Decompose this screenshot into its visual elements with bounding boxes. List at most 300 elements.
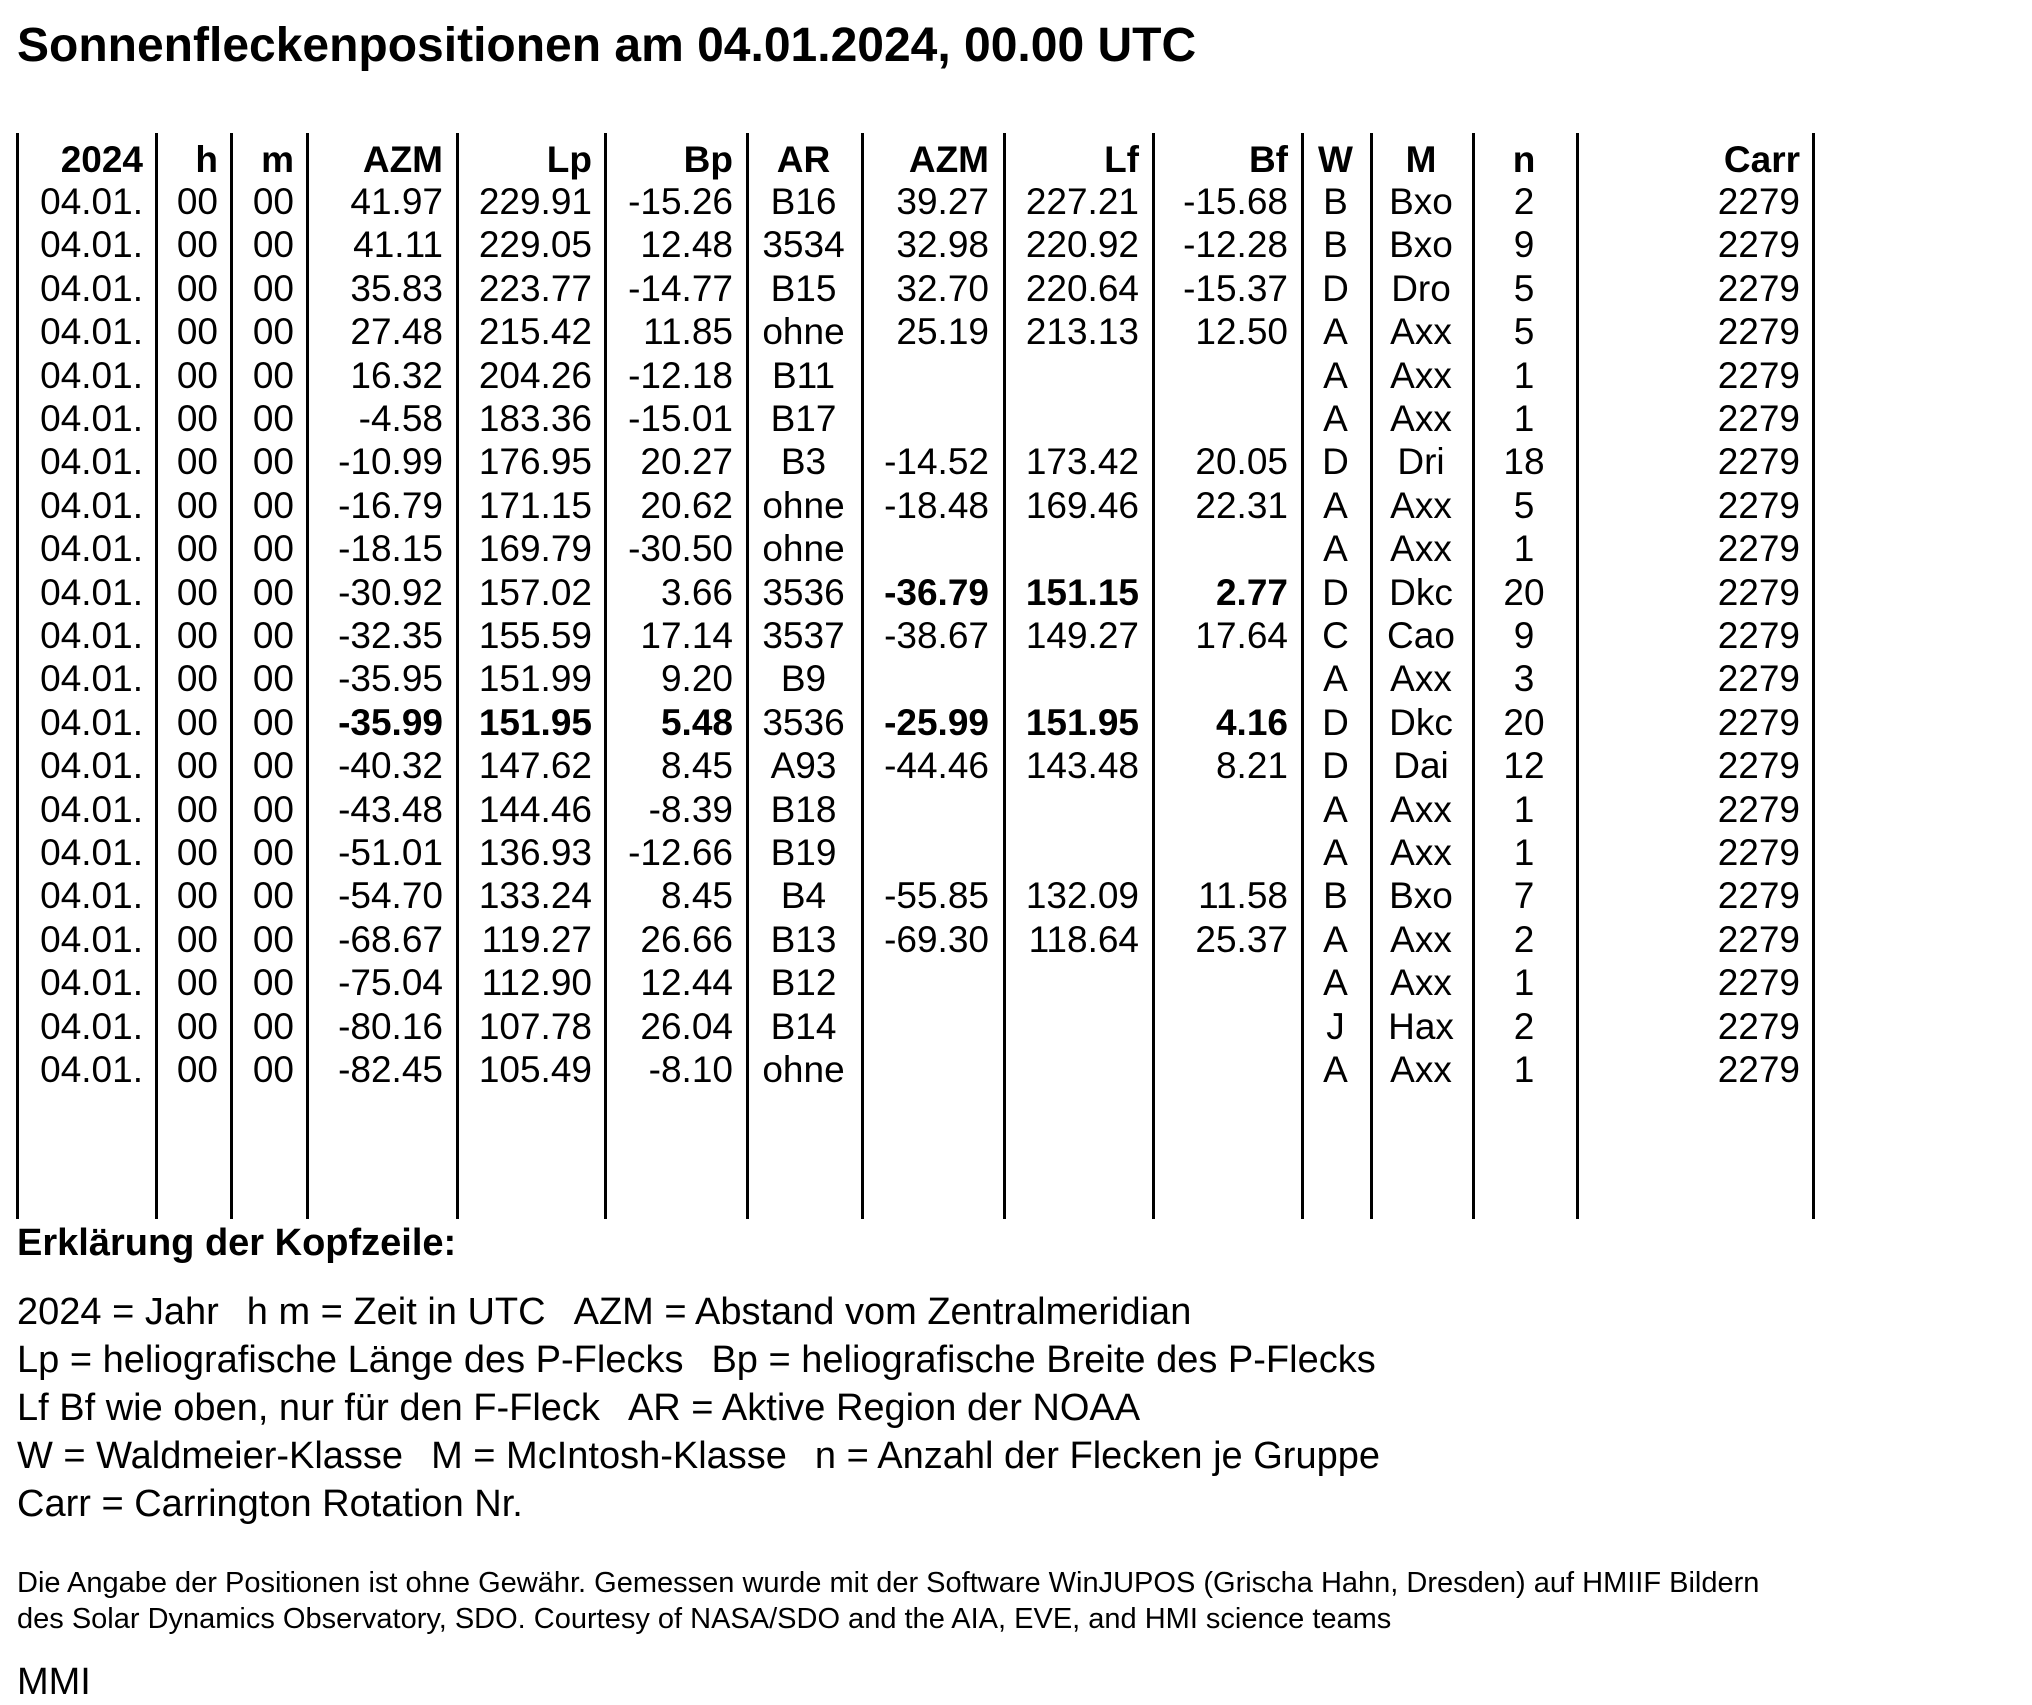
column-header: Bp [683, 139, 733, 180]
table-cell: B9 [780, 658, 827, 699]
table-cell: 00 [252, 268, 294, 309]
table-cell: 2279 [1717, 1006, 1800, 1047]
table-cell: -15.68 [1183, 181, 1288, 222]
table-cell [1003, 354, 1139, 397]
table-cell: 00 [176, 268, 218, 309]
table-cell: 12.48 [640, 224, 733, 265]
table-cell: 00 [252, 875, 294, 916]
table-cell: 1 [1513, 528, 1535, 569]
table-cell: -14.77 [628, 268, 733, 309]
table-cell [1152, 397, 1288, 440]
legend-entry: M = McIntosh-Klasse [431, 1435, 787, 1477]
legend-entry: Bp = heliografische Breite des P-Flecks [711, 1339, 1376, 1381]
legend-entry: 2024 = Jahr [17, 1291, 219, 1333]
table-cell: Dkc [1389, 572, 1453, 613]
table-cell: -4.58 [358, 398, 443, 439]
table-cell: Axx [1390, 355, 1452, 396]
table-cell: 00 [252, 615, 294, 656]
table-cell: A93 [770, 745, 837, 786]
table-cell: 2279 [1717, 832, 1800, 873]
table-cell: -15.01 [628, 398, 733, 439]
table-cell: 2 [1513, 919, 1535, 960]
table-cell: 1 [1513, 355, 1535, 396]
table-cell: Axx [1390, 789, 1452, 830]
table-cell [1003, 961, 1139, 1004]
table-cell: 3537 [762, 615, 845, 656]
table-cell: 12 [1503, 745, 1545, 786]
table-cell: 04.01. [40, 789, 143, 830]
table-cell: Axx [1390, 658, 1452, 699]
table-cell: 00 [176, 572, 218, 613]
table-cell: -25.99 [884, 702, 989, 743]
table-cell: 213.13 [1025, 311, 1139, 352]
table-cell: 00 [252, 528, 294, 569]
table-cell: 04.01. [40, 224, 143, 265]
table-cell: 00 [176, 658, 218, 699]
table-cell: 5 [1513, 485, 1535, 526]
legend-line [17, 1338, 1404, 1382]
table-cell: Hax [1388, 1006, 1454, 1047]
table-cell: D [1322, 441, 1349, 482]
table-cell: 00 [176, 355, 218, 396]
table-cell: D [1322, 572, 1349, 613]
table-cell [1003, 831, 1139, 874]
table-cell: 00 [176, 311, 218, 352]
column-header: AR [776, 139, 831, 180]
legend-line [17, 1386, 1168, 1430]
table-cell: 26.66 [640, 919, 733, 960]
table-cell: J [1326, 1006, 1345, 1047]
table-cell: -32.35 [338, 615, 443, 656]
table-cell: 04.01. [40, 355, 143, 396]
table-cell: ohne [762, 1049, 845, 1090]
table-cell [1003, 527, 1139, 570]
table-cell: 8.45 [660, 745, 733, 786]
table-cell: 04.01. [40, 1049, 143, 1090]
table-cell: 04.01. [40, 1006, 143, 1047]
table-cell: 04.01. [40, 832, 143, 873]
table-cell: 2279 [1717, 398, 1800, 439]
column-header: 2024 [60, 139, 143, 180]
table-cell: C [1322, 615, 1349, 656]
table-cell: 132.09 [1025, 875, 1139, 916]
table-cell: 136.93 [478, 832, 592, 873]
table-cell: 147.62 [478, 745, 592, 786]
table-cell: Axx [1390, 485, 1452, 526]
table-cell: -12.18 [628, 355, 733, 396]
legend-entry: W = Waldmeier-Klasse [17, 1435, 404, 1477]
table-cell: 25.19 [896, 311, 989, 352]
table-cell: 00 [252, 962, 294, 1003]
table-cell: A [1323, 1049, 1348, 1090]
table-cell: -44.46 [884, 745, 989, 786]
column-header: AZM [362, 139, 443, 180]
table-cell: -10.99 [338, 441, 443, 482]
table-cell: 9.20 [660, 658, 733, 699]
table-cell: 04.01. [40, 398, 143, 439]
table-cell: 133.24 [478, 875, 592, 916]
legend-entry: h m = Zeit in UTC [246, 1291, 546, 1333]
table-cell: A [1323, 398, 1348, 439]
table-cell: -55.85 [884, 875, 989, 916]
table-cell: -80.16 [338, 1006, 443, 1047]
table-cell: 00 [252, 1006, 294, 1047]
table-cell: 9 [1513, 615, 1535, 656]
table-cell [1003, 397, 1139, 440]
column-divider [1812, 133, 1815, 1219]
table-cell: 20.05 [1195, 441, 1288, 482]
table-cell: A [1323, 919, 1348, 960]
table-cell: 04.01. [40, 919, 143, 960]
table-cell [1003, 657, 1139, 700]
table-cell: 00 [252, 832, 294, 873]
table-cell: 04.01. [40, 745, 143, 786]
table-cell: 00 [176, 1006, 218, 1047]
table-cell: 2279 [1717, 702, 1800, 743]
table-cell: 00 [176, 1049, 218, 1090]
table-cell: 1 [1513, 962, 1535, 1003]
table-cell: B17 [770, 398, 837, 439]
table-cell: 04.01. [40, 485, 143, 526]
legend-entry: Lf Bf wie oben, nur für den F-Fleck [17, 1387, 600, 1429]
table-cell: Axx [1390, 311, 1452, 352]
table-cell: 18 [1503, 441, 1545, 482]
table-cell: 00 [252, 311, 294, 352]
table-cell [1003, 1005, 1139, 1048]
table-cell: 229.91 [478, 181, 592, 222]
table-cell: 00 [176, 485, 218, 526]
table-cell: A [1323, 789, 1348, 830]
table-cell: 3 [1513, 658, 1535, 699]
table-cell: 04.01. [40, 875, 143, 916]
table-cell [861, 831, 989, 874]
table-cell [1152, 961, 1288, 1004]
table-cell: Axx [1390, 919, 1452, 960]
table-cell: 143.48 [1025, 745, 1139, 786]
table-cell: 1 [1513, 832, 1535, 873]
table-cell: 00 [252, 485, 294, 526]
table-cell: 3536 [762, 702, 845, 743]
table-cell: Axx [1390, 398, 1452, 439]
table-cell: 00 [176, 832, 218, 873]
table-cell: 2279 [1717, 919, 1800, 960]
table-cell: 00 [252, 181, 294, 222]
table-cell: 04.01. [40, 181, 143, 222]
table-cell: B13 [770, 919, 837, 960]
table-cell: 17.64 [1195, 615, 1288, 656]
table-cell: -15.26 [628, 181, 733, 222]
table-cell: -12.28 [1183, 224, 1288, 265]
table-cell: 229.05 [478, 224, 592, 265]
table-cell: Bxo [1389, 181, 1453, 222]
table-cell: -69.30 [884, 919, 989, 960]
table-cell: 00 [252, 658, 294, 699]
table-cell: 00 [252, 224, 294, 265]
table-cell: 2279 [1717, 962, 1800, 1003]
table-cell [861, 354, 989, 397]
disclaimer-line-1: Die Angabe der Positionen ist ohne Gewähr. Gemessen wurde mit der Software WinJUPOS (Grischa Hahn, Dresden) auf HMIIF Bildern [17, 1567, 1760, 1599]
column-header: Lf [1104, 139, 1139, 180]
table-cell: 149.27 [1025, 615, 1139, 656]
table-cell: 151.15 [1025, 572, 1139, 613]
table-cell: 00 [176, 919, 218, 960]
table-cell: -16.79 [338, 485, 443, 526]
table-cell: 107.78 [478, 1006, 592, 1047]
table-cell: 00 [176, 745, 218, 786]
table-cell: 00 [252, 355, 294, 396]
table-cell: 119.27 [481, 919, 592, 960]
table-cell: 3534 [762, 224, 845, 265]
table-cell: 223.77 [478, 268, 592, 309]
table-cell: Dkc [1389, 702, 1453, 743]
table-cell: 00 [252, 572, 294, 613]
table-cell: 2279 [1717, 355, 1800, 396]
legend-entry: AR = Aktive Region der NOAA [627, 1387, 1141, 1429]
table-cell: 7 [1513, 875, 1535, 916]
table-cell: -30.92 [338, 572, 443, 613]
table-cell: 04.01. [40, 615, 143, 656]
table-cell: 220.92 [1025, 224, 1139, 265]
table-cell: 00 [176, 441, 218, 482]
table-cell: 35.83 [350, 268, 443, 309]
table-cell [861, 788, 989, 831]
table-cell: 227.21 [1025, 181, 1139, 222]
table-cell: 00 [176, 398, 218, 439]
table-cell: 151.95 [1025, 702, 1139, 743]
table-cell: Dro [1391, 268, 1451, 309]
table-cell [1152, 354, 1288, 397]
table-cell: ohne [762, 311, 845, 352]
table-cell: 2279 [1717, 441, 1800, 482]
table-cell: 12.50 [1195, 311, 1288, 352]
table-cell: B [1323, 875, 1348, 916]
table-cell: 04.01. [40, 962, 143, 1003]
table-cell: -18.48 [884, 485, 989, 526]
table-cell: 2279 [1717, 268, 1800, 309]
table-cell: 41.11 [353, 224, 443, 265]
table-cell: B16 [770, 181, 837, 222]
table-cell: B [1323, 181, 1348, 222]
table-cell: -82.45 [338, 1049, 443, 1090]
table-cell: 20 [1503, 572, 1545, 613]
table-cell [861, 397, 989, 440]
table-cell: 169.79 [478, 528, 592, 569]
table-cell: 00 [176, 702, 218, 743]
table-cell: 171.15 [478, 485, 592, 526]
table-cell: Bxo [1389, 875, 1453, 916]
table-cell: -18.15 [338, 528, 443, 569]
table-cell: 2279 [1717, 875, 1800, 916]
table-cell [1152, 527, 1288, 570]
table-cell: 16.32 [350, 355, 443, 396]
table-cell [1152, 788, 1288, 831]
table-cell: 2279 [1717, 1049, 1800, 1090]
table-cell: 20.62 [640, 485, 733, 526]
signature: MMI [17, 1661, 91, 1703]
table-cell: 2 [1513, 181, 1535, 222]
table-cell: -8.39 [648, 789, 733, 830]
table-cell [1152, 657, 1288, 700]
table-cell: 118.64 [1028, 919, 1139, 960]
table-cell: B4 [780, 875, 827, 916]
legend-line [17, 1482, 551, 1526]
table-cell: 215.42 [478, 311, 592, 352]
table-cell: Dai [1393, 745, 1449, 786]
table-cell: Dri [1397, 441, 1445, 482]
table-cell: 39.27 [896, 181, 989, 222]
legend-title: Erklärung der Kopfzeile: [17, 1222, 457, 1264]
table-cell: 1 [1513, 1049, 1535, 1090]
table-cell: 151.95 [478, 702, 592, 743]
column-header: m [261, 139, 294, 180]
table-cell: 00 [252, 1049, 294, 1090]
table-cell: 2279 [1717, 572, 1800, 613]
table-cell: B12 [770, 962, 837, 1003]
legend-entry: n = Anzahl der Flecken je Gruppe [814, 1435, 1380, 1477]
table-cell: -40.32 [338, 745, 443, 786]
table-cell: B18 [770, 789, 837, 830]
table-cell: -35.99 [338, 702, 443, 743]
legend-entry: Carr = Carrington Rotation Nr. [17, 1483, 523, 1525]
table-cell: -36.79 [884, 572, 989, 613]
table-cell: 9 [1513, 224, 1535, 265]
table-cell: 144.46 [478, 789, 592, 830]
table-cell: 00 [176, 875, 218, 916]
table-cell: 2279 [1717, 528, 1800, 569]
table-cell: 220.64 [1025, 268, 1139, 309]
table-cell: B14 [770, 1006, 837, 1047]
table-cell: 27.48 [350, 311, 443, 352]
table-cell: 00 [252, 702, 294, 743]
table-cell: A [1323, 485, 1348, 526]
table-cell [861, 1048, 989, 1091]
table-cell: 00 [252, 398, 294, 439]
table-cell: Axx [1390, 962, 1452, 1003]
table-cell [861, 657, 989, 700]
table-cell: 5 [1513, 268, 1535, 309]
table-cell: 5 [1513, 311, 1535, 352]
table-cell: 22.31 [1195, 485, 1288, 526]
table-cell: 3536 [762, 572, 845, 613]
table-cell: 3.66 [660, 572, 733, 613]
sunspot-table [0, 133, 2032, 1219]
table-cell: 112.90 [481, 962, 592, 1003]
column-header: n [1512, 139, 1536, 180]
table-cell: ohne [762, 485, 845, 526]
table-cell: 155.59 [478, 615, 592, 656]
table-cell: 173.42 [1025, 441, 1139, 482]
table-cell: 2279 [1717, 181, 1800, 222]
table-cell: A [1323, 962, 1348, 1003]
table-cell: -68.67 [338, 919, 443, 960]
table-cell: 04.01. [40, 441, 143, 482]
table-cell: 8.45 [660, 875, 733, 916]
column-header: AZM [908, 139, 989, 180]
table-cell: B11 [771, 355, 836, 396]
table-cell: 00 [176, 962, 218, 1003]
table-cell: 204.26 [478, 355, 592, 396]
table-cell: 04.01. [40, 572, 143, 613]
table-cell: -43.48 [338, 789, 443, 830]
table-cell: -8.10 [648, 1049, 733, 1090]
table-cell [1152, 831, 1288, 874]
table-cell: -54.70 [338, 875, 443, 916]
table-cell: 04.01. [40, 268, 143, 309]
table-cell: 2 [1513, 1006, 1535, 1047]
table-cell: A [1323, 355, 1348, 396]
table-cell: -12.66 [628, 832, 733, 873]
table-cell: 11.58 [1198, 875, 1288, 916]
table-cell: 2279 [1717, 224, 1800, 265]
table-cell: 2279 [1717, 658, 1800, 699]
table-cell: A [1323, 528, 1348, 569]
table-cell: 105.49 [478, 1049, 592, 1090]
table-cell: 2.77 [1215, 572, 1288, 613]
table-cell: 00 [252, 789, 294, 830]
table-cell: 2279 [1717, 311, 1800, 352]
column-header: Lp [546, 139, 592, 180]
table-cell: 169.46 [1025, 485, 1139, 526]
table-cell: 2279 [1717, 485, 1800, 526]
table-cell: D [1322, 745, 1349, 786]
table-cell [1003, 788, 1139, 831]
table-cell: B [1323, 224, 1348, 265]
disclaimer-line-2: des Solar Dynamics Observatory, SDO. Courtesy of NASA/SDO and the AIA, EVE, and HMI science teams [17, 1603, 1392, 1635]
table-cell: -38.67 [884, 615, 989, 656]
table-cell: 04.01. [40, 528, 143, 569]
table-cell: 1 [1513, 398, 1535, 439]
table-cell: 1 [1513, 789, 1535, 830]
table-cell: 00 [252, 441, 294, 482]
table-cell: A [1323, 832, 1348, 873]
table-cell: 2279 [1717, 745, 1800, 786]
table-cell: Axx [1390, 528, 1452, 569]
table-cell: -75.04 [338, 962, 443, 1003]
table-cell: 00 [176, 615, 218, 656]
table-cell: 20 [1503, 702, 1545, 743]
table-cell: 00 [176, 224, 218, 265]
table-cell: 32.70 [896, 268, 989, 309]
table-cell: 00 [176, 181, 218, 222]
table-cell: 26.04 [640, 1006, 733, 1047]
table-cell: 5.48 [660, 702, 733, 743]
legend-entry: Lp = heliografische Länge des P-Flecks [17, 1339, 684, 1381]
table-cell: Axx [1390, 1049, 1452, 1090]
page-title: Sonnenfleckenpositionen am 04.01.2024, 00.00 UTC [17, 19, 1197, 72]
legend-entry: AZM = Abstand vom Zentralmeridian [573, 1291, 1192, 1333]
table-cell: 20.27 [640, 441, 733, 482]
table-cell: -14.52 [884, 441, 989, 482]
table-cell: B15 [770, 268, 837, 309]
table-cell: 151.99 [478, 658, 592, 699]
table-cell: -51.01 [338, 832, 443, 873]
table-cell: B19 [770, 832, 837, 873]
table-cell: 11.85 [643, 311, 733, 352]
table-cell: -35.95 [338, 658, 443, 699]
table-cell: 00 [176, 528, 218, 569]
table-cell: A [1323, 311, 1348, 352]
table-cell [861, 1005, 989, 1048]
table-cell: D [1322, 702, 1349, 743]
table-cell: 00 [252, 745, 294, 786]
column-header: M [1405, 139, 1437, 180]
table-cell: 176.95 [478, 441, 592, 482]
table-cell: 04.01. [40, 311, 143, 352]
table-cell: 2279 [1717, 789, 1800, 830]
table-cell [861, 527, 989, 570]
table-cell: 04.01. [40, 702, 143, 743]
table-cell: -30.50 [628, 528, 733, 569]
